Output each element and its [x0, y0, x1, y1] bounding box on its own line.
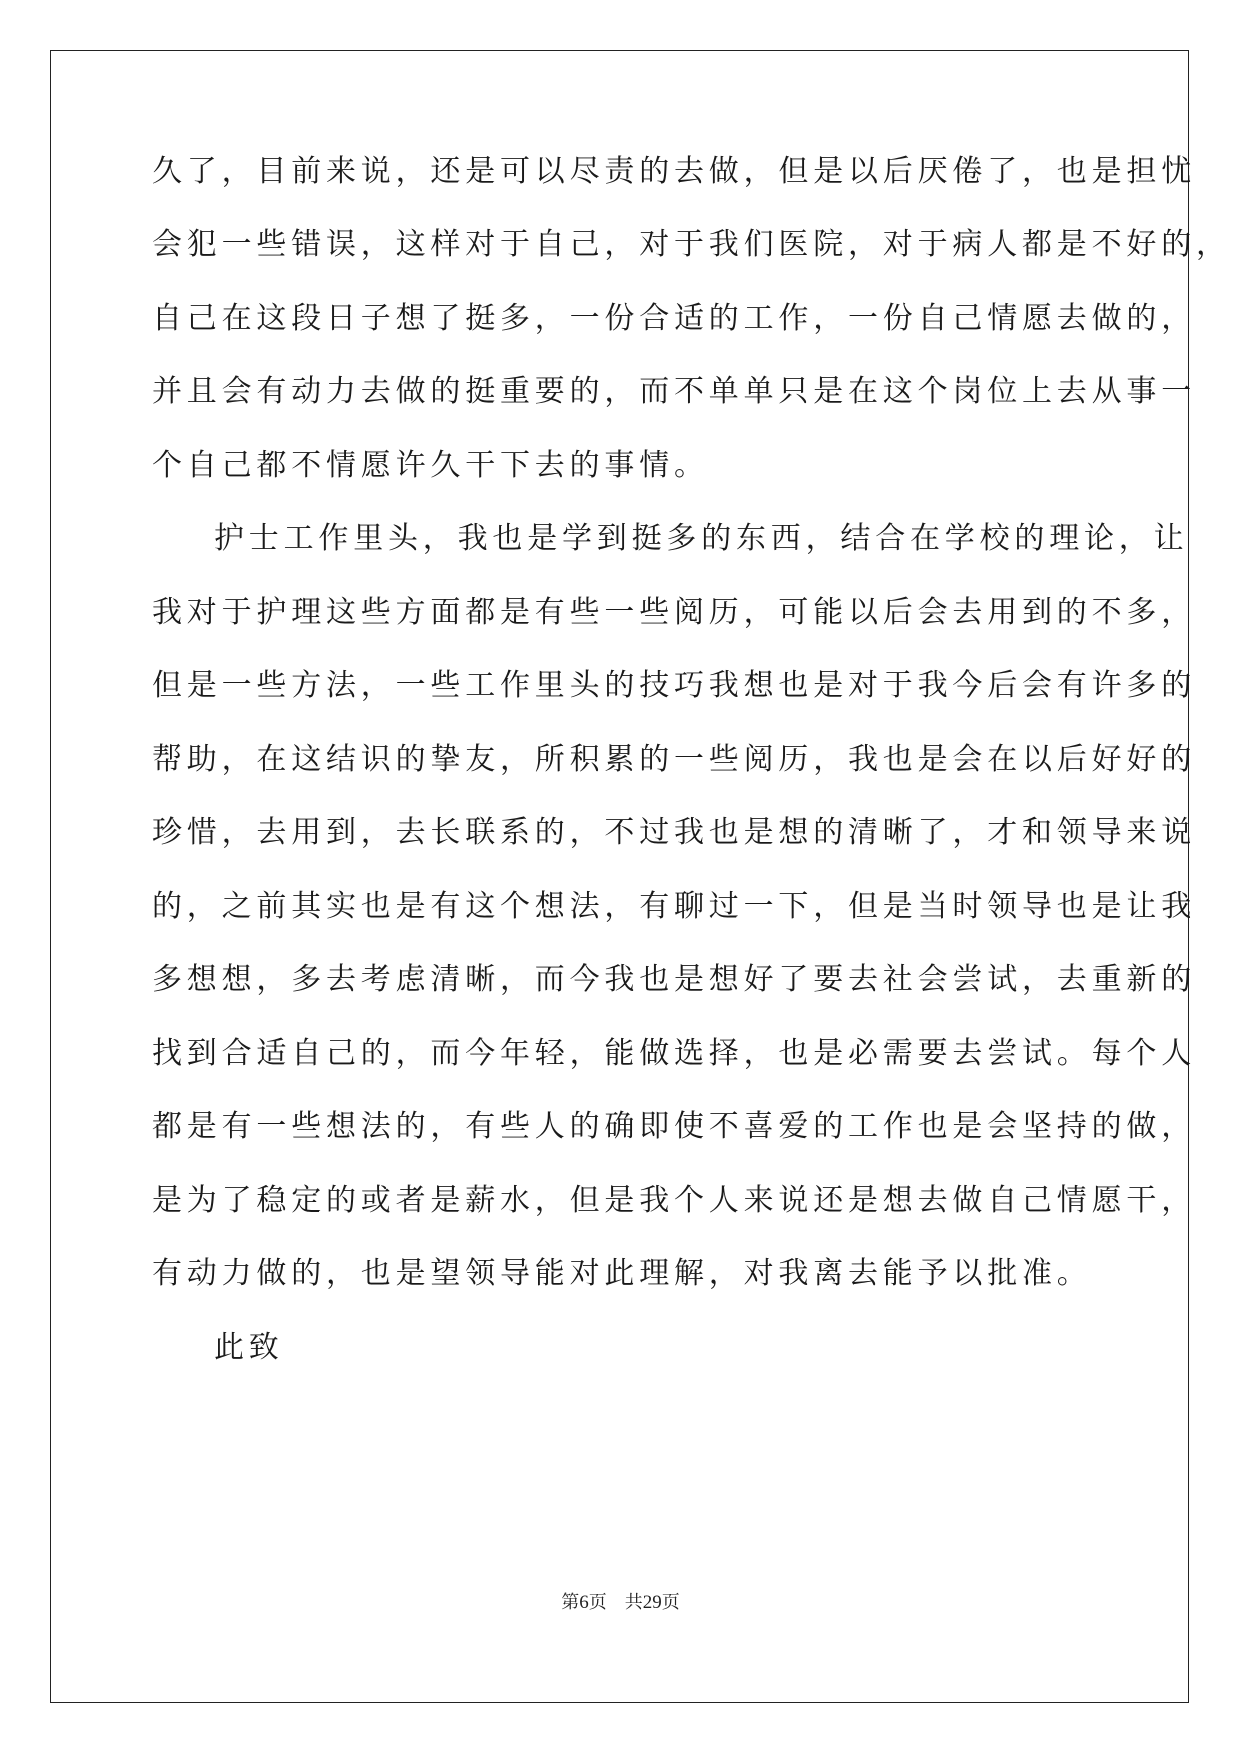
- text-line: 久了，目前来说，还是可以尽责的去做，但是以后厌倦了，也是担忧: [152, 154, 1196, 189]
- text-line: 多想想，多去考虑清晰，而今我也是想好了要去社会尝试，去重新的: [152, 962, 1196, 997]
- page-suffix: 页: [661, 1592, 680, 1612]
- text-line: 并且会有动力去做的挺重要的，而不单单只是在这个岗位上去从事一: [152, 374, 1196, 409]
- text-line: 都是有一些想法的，有些人的确即使不喜爱的工作也是会坚持的做，: [152, 1109, 1196, 1144]
- text-line: 我对于护理这些方面都是有些一些阅历，可能以后会去用到的不多，: [152, 595, 1196, 630]
- text-line: 的，之前其实也是有这个想法，有聊过一下，但是当时领导也是让我: [152, 889, 1196, 924]
- text-line: 自己在这段日子想了挺多，一份合适的工作，一份自己情愿去做的，: [152, 301, 1196, 336]
- page-border: [50, 50, 1189, 1703]
- text-line: 找到合适自己的，而今年轻，能做选择，也是必需要去尝试。每个人: [152, 1036, 1196, 1071]
- text-line: 但是一些方法，一些工作里头的技巧我想也是对于我今后会有许多的: [152, 668, 1196, 703]
- text-line: 是为了稳定的或者是薪水，但是我个人来说还是想去做自己情愿干，: [152, 1183, 1196, 1218]
- text-line: 有动力做的，也是望领导能对此理解，对我离去能予以批准。: [152, 1256, 1092, 1291]
- closing-salutation: 此致: [214, 1330, 284, 1365]
- total-page-count: 29: [642, 1592, 662, 1613]
- page-number-footer: [0, 1590, 1241, 1615]
- current-page-number: 6: [579, 1592, 589, 1613]
- paragraph-first-line: 护士工作里头，我也是学到挺多的东西，结合在学校的理论，让: [214, 521, 1189, 556]
- text-line: 个自己都不情愿许久干下去的事情。: [152, 448, 709, 483]
- text-line: 会犯一些错误，这样对于自己，对于我们医院，对于病人都是不好的，: [152, 227, 1231, 262]
- page-prefix: 第: [561, 1592, 580, 1612]
- text-line: 帮助，在这结识的挚友，所积累的一些阅历，我也是会在以后好好的: [152, 742, 1196, 777]
- text-line: 珍惜，去用到，去长联系的，不过我也是想的清晰了，才和领导来说: [152, 815, 1196, 850]
- page-mid: 页 共: [588, 1592, 643, 1612]
